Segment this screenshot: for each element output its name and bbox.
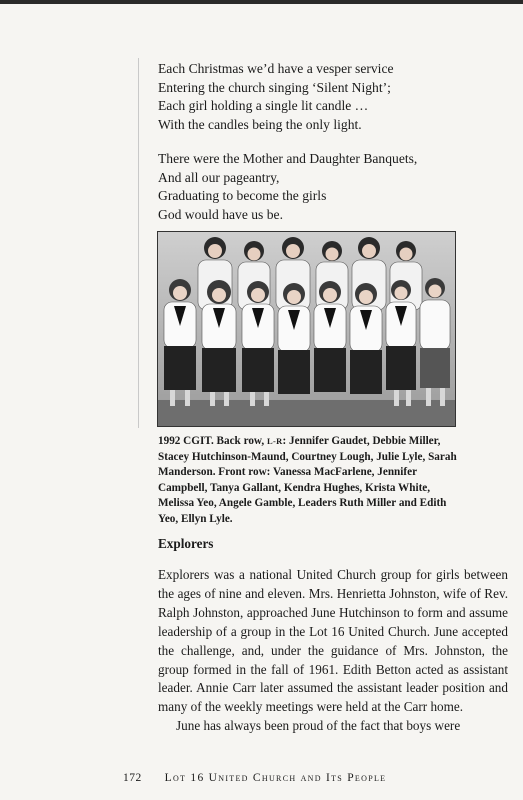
caption-lr: L-R (266, 436, 283, 446)
running-title: Lot 16 United Church and Its People (164, 772, 387, 784)
poem-line: God would have us be. (158, 206, 283, 222)
margin-rule (138, 58, 139, 428)
poem-line: Each girl holding a single lit candle … (158, 98, 369, 113)
section-heading: Explorers (158, 536, 214, 551)
poem-line: And all our pageantry, (158, 169, 280, 185)
poem-stanza-2 (158, 150, 417, 224)
body-paragraph: June has always been proud of the fact that boys were (176, 718, 461, 734)
body-paragraph: Explorers was a national United Church group for girls between the ages of nine and eleven. Mrs. Henrietta Johnston, wife of Rev. Ralph Johnston, approached June Hutchinson to form and assume leadership of a group in the Lot 16 United Church. June accepted the challenge, and, under the guidance of Mrs. Johnston, the group formed in the fall of 1961. Edith Betton acted as assistant leader. Annie Carr later assumed the assistant leader position and many of the weekly meetings were held at the Carr home. (158, 567, 508, 715)
poem-line: Graduating to become the girls (158, 188, 327, 203)
page-top-edge (0, 0, 523, 4)
poem-line: There were the Mother and Daughter Banquets, (158, 151, 418, 166)
group-photo (157, 231, 456, 427)
photo-caption (158, 434, 458, 528)
page-footer (123, 772, 386, 784)
body-text (158, 566, 508, 736)
caption-lead: 1992 CGIT. Back row, (158, 435, 267, 447)
poem-stanza-1 (158, 60, 394, 134)
poem-line: Each Christmas we’d have a vesper service (158, 61, 394, 76)
poem-line: With the candles being the only light. (158, 116, 362, 132)
group-photo-illustration (158, 232, 455, 426)
caption-names: : Jennifer Gaudet, Debbie Miller, Stacey Hutchinson-Maund, Courtney Lough, Julie Lyle, Sarah Manderson. Front row: Vanessa MacFarlene, Jennifer Campbell, Tanya Gallant, Kendra Hughes, Krista White, Melissa Yeo, Angele Gamble, Leaders Ruth Miller and Edith Yeo, Ellyn Lyle. (158, 435, 457, 525)
page-number: 172 (123, 772, 142, 784)
poem-line: Entering the church singing ‘Silent Night’; (158, 79, 391, 95)
